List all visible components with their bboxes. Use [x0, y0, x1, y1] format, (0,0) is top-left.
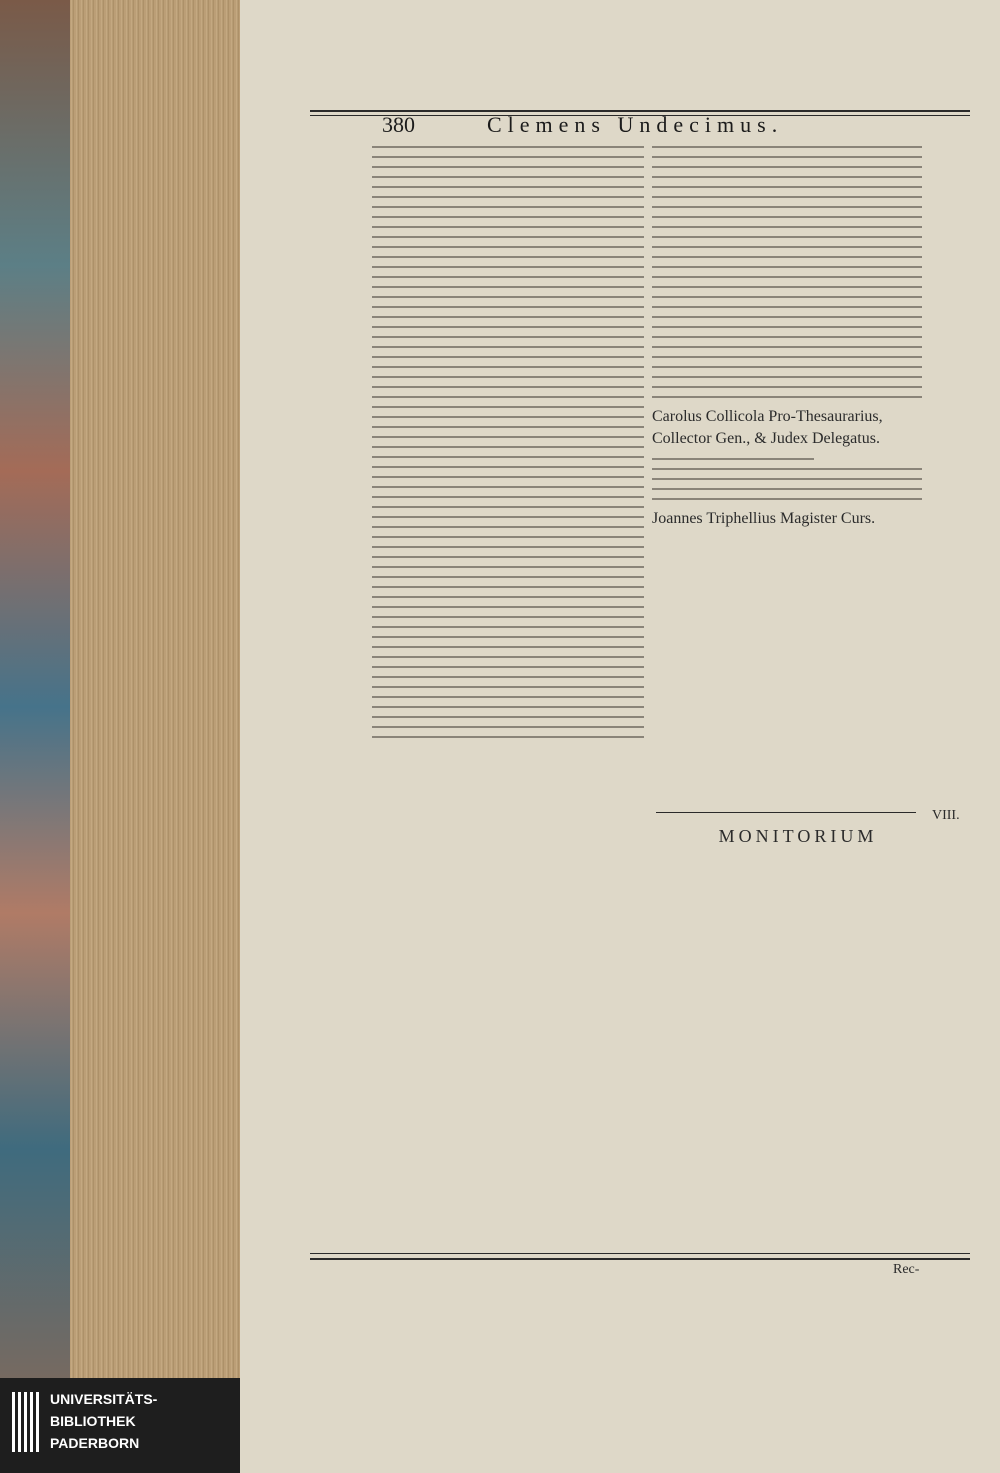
- section-number: VIII.: [932, 808, 960, 823]
- section-divider: [656, 812, 916, 813]
- page-edges: [70, 0, 240, 1473]
- signature-block: Carolus Collicola Pro-Thesaurarius, Collector Gen., & Judex Delegatus.: [652, 408, 883, 447]
- monitorium-heading: MONITORIUM: [718, 826, 878, 846]
- page-frame-bottom: [310, 1258, 970, 1260]
- left-column: [372, 138, 644, 746]
- library-logo-text: UNIVERSITÄTS- BIBLIOTHEK PADERBORN: [50, 1391, 158, 1451]
- right-column: [652, 138, 922, 530]
- page-header: [382, 112, 942, 138]
- book-binding: [0, 0, 70, 1473]
- catchword: Rec-: [893, 1262, 920, 1277]
- page-number: 380: [382, 112, 415, 137]
- library-logo-mark: [12, 1392, 40, 1452]
- running-head: Clemens Undecimus.: [487, 112, 784, 137]
- page-frame-bottom-inner: [310, 1253, 970, 1254]
- library-logo: [0, 1378, 240, 1473]
- signer-two: Joannes Triphellius Magister Curs.: [652, 510, 876, 527]
